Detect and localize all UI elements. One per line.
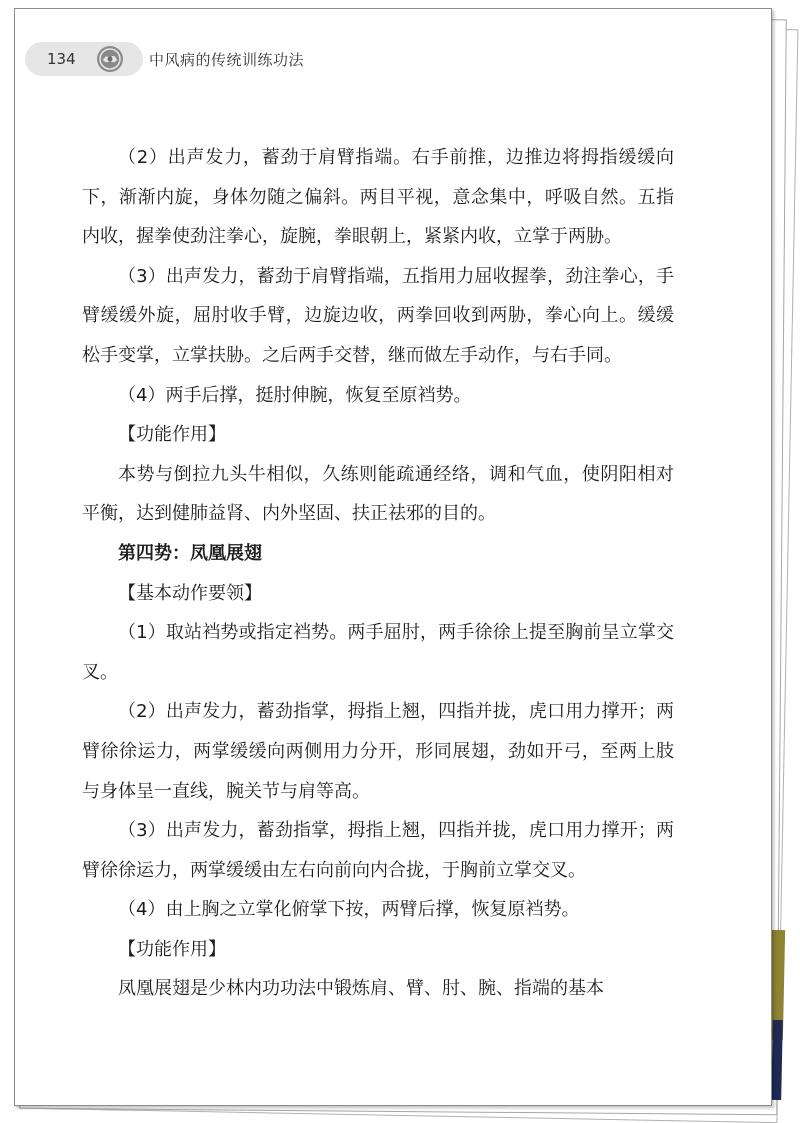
cloud-ornament-icon [95,44,125,74]
running-header [25,39,425,79]
section-heading: 【基本动作要领】 [118,582,262,604]
paragraph: （4）两手后撑，挺肘伸腕，恢复至原裆势。 [118,384,472,406]
paragraph: （3）出声发力，蓄劲于肩臂指端，五指用力屈收握拳，劲注拳心，手臂缓缓外旋，屈肘收手臂，边旋边收，两拳回收到两胁，拳心向上。缓缓松手变掌，立掌扶胁。之后两手交替，继而做左手动作，与右手同。 [82,265,674,366]
posture-heading: 第四势：凤凰展翅 [118,542,262,564]
book-edge-navy [771,1020,783,1100]
running-title: 中风病的传统训练功法 [149,50,305,69]
paragraph: 本势与倒拉九头牛相似，久练则能疏通经络，调和气血，使阴阳相对平衡，达到健肺益肾、内外坚固、扶正祛邪的目的。 [82,463,674,525]
paragraph: （2）出声发力，蓄劲于肩臂指端。右手前推，边推边将拇指缓缓向下，渐渐内旋，身体勿随之偏斜。两目平视，意念集中，呼吸自然。五指内收，握拳使劲注拳心，旋腕，拳眼朝上，紧紧内收，立掌于两胁。 [82,147,674,248]
page-number-tab [25,42,143,76]
paragraph: （4）由上胸之立掌化俯掌下按，两臂后撑，恢复原裆势。 [118,899,580,921]
body-text [82,138,674,1009]
paragraph: （3）出声发力，蓄劲指掌，拇指上翘，四指并拢，虎口用力撑开；两臂徐徐运力，两掌缓缓由左右向前向内合拢，于胸前立掌交叉。 [82,820,674,881]
section-heading: 【功能作用】 [118,938,226,960]
paragraph: （1）取站裆势或指定裆势。两手屈肘，两手徐徐上提至胸前呈立掌交叉。 [82,622,674,683]
paragraph: （2）出声发力，蓄劲指掌，拇指上翘，四指并拢，虎口用力撑开；两臂徐徐运力，两掌缓缓向两侧用力分开，形同展翅，劲如开弓，至两上肢与身体呈一直线，腕关节与肩等高。 [82,701,674,802]
section-heading: 【功能作用】 [118,424,226,446]
page-number: 134 [47,50,76,68]
paragraph: 凤凰展翅是少林内功功法中锻炼肩、臂、肘、腕、指端的基本 [118,978,604,1000]
